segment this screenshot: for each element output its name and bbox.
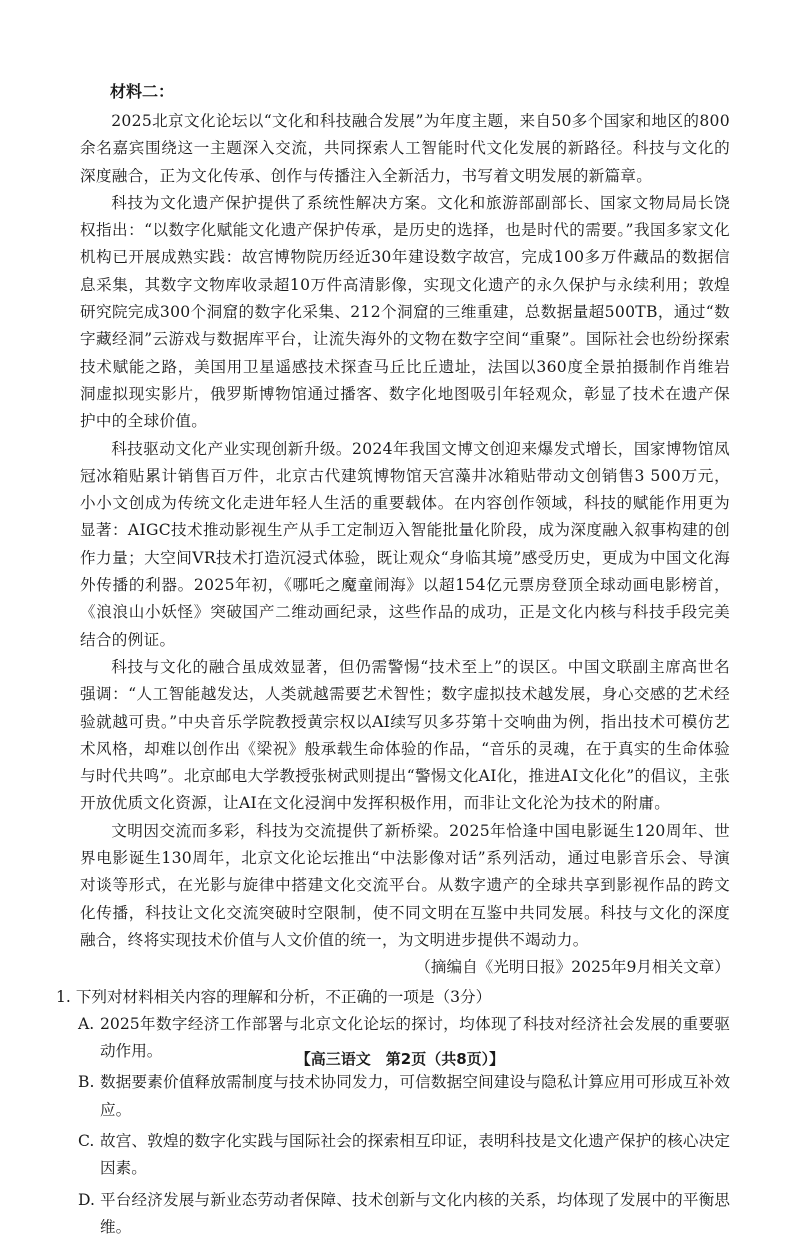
option-b[interactable]: [78, 1069, 730, 1124]
source-citation: （摘编自《光明日报》2025年9月相关文章）: [415, 958, 730, 977]
option-d-text: 平台经济发展与新业态劳动者保障、技术创新与文化内核的关系，均体现了发展中的平衡思维。: [100, 1190, 730, 1236]
paragraph-1: 2025北京文化论坛以“文化和科技融合发展”为年度主题，来自50多个国家和地区的800余名嘉宾围绕这一主题深入交流，共同探索人工智能时代文化发展的新路径。科技与文化的深度融合，正为文化传承、创作与传播注入全新活力，书写着文明发展的新篇章。: [80, 112, 730, 185]
option-c[interactable]: [78, 1128, 730, 1183]
option-c-letter: C.: [78, 1131, 95, 1150]
paragraph-5: 文明因交流而多彩，科技为交流提供了新桥梁。2025年恰逢中国电影诞生120周年、世界电影诞生130周年，北京文化论坛推出“中法影像对话”系列活动，通过电影音乐会、导演对谈等形式，在光影与旋律中搭建文化交流平台。从数字遗产的全球共享到影视作品的跨文化传播，科技让文化交流突破时空限制，使不同文明在互鉴中共同发展。科技与文化的深度融合，终将实现技术价值与人文价值的统一，为文明进步提供不竭动力。: [80, 821, 730, 949]
option-d-letter: D.: [78, 1190, 95, 1209]
option-b-text: 数据要素价值释放需制度与技术协同发力，可信数据空间建设与隐私计算应用可形成互补效应。: [100, 1073, 730, 1119]
paragraph-3: 科技驱动文化产业实现创新升级。2024年我国文博文创迎来爆发式增长，国家博物馆凤冠冰箱贴累计销售百万件，北京古代建筑博物馆天宫藻井冰箱贴带动文创销售3 500万元，小小文创成为传统文化走进年轻人生活的重要载体。在内容创作领域，科技的赋能作用更为显著：AIGC技术推动影视生产从手工定制迈入智能批量化阶段，成为深度融入叙事构建的创作力量；大空间VR技术打造沉浸式体验，既让观众“身临其境”感受历史，更成为中国文化海外传播的利器。2025年初，《哪吒之魔童闹海》以超154亿元票房登顶全球动画电影榜首，《浪浪山小妖怪》突破国产二维动画纪录，这些作品的成功，正是文化内核与科技手段完美结合的例证。: [80, 439, 730, 649]
paragraph-2: 科技为文化遗产保护提供了系统性解决方案。文化和旅游部副部长、国家文物局局长饶权指出：“以数字化赋能文化遗产保护传承，是历史的选择，也是时代的需要。”我国多家文化机构已开展成熟实践：故宫博物院历经近30年建设数字故宫，完成100多万件藏品的数据信息采集，其数字文物库收录超10万件高清影像，实现文化遗产的永久保护与永续利用；敦煌研究院完成300个洞窟的数字化采集、212个洞窟的三维重建，总数据量超500TB，通过“数字藏经洞”云游戏与数据库平台，让流失海外的文物在数字空间“重聚”。国际社会也纷纷探索技术赋能之路，美国用卫星遥感技术探查马丘比丘遗址，法国以360度全景拍摄制作肖维岩洞虚拟现实影片，俄罗斯博物馆通过播客、数字化地图吸引年轻观众，彰显了技术在遗产保护中的全球价值。: [80, 193, 730, 431]
section-heading: 材料二：: [110, 82, 175, 101]
option-d[interactable]: [78, 1187, 730, 1241]
option-a-text: 2025年数字经济工作部署与北京文化论坛的探讨，均体现了科技对经济社会发展的重要驱动作用。: [100, 1014, 730, 1061]
option-b-letter: B.: [78, 1073, 95, 1092]
paragraph-4: 科技与文化的融合虽成效显著，但仍需警惕“技术至上”的误区。中国文联副主席高世名强调：“人工智能越发达，人类就越需要艺术智性；数字虚拟技术越发展，身心交感的艺术经验就越可贵。”中央音乐学院教授黄宗权以AI续写贝多芬第十交响曲为例，指出技术可模仿艺术风格，却难以创作出《梁祝》般承载生命体验的作品，“音乐的灵魂，在于真实的生命体验与时代共鸣”。北京邮电大学教授张树武则提出“警惕文化AI化，推进AI文化化”的倡议，主张开放优质文化资源，让AI在文化浸润中发挥积极作用，而非让文化沦为技术的附庸。: [80, 657, 730, 813]
option-c-text: 故宫、敦煌的数字化实践与国际社会的探索相互印证，表明科技是文化遗产保护的核心决定因素。: [100, 1131, 730, 1178]
page-footer: 【高三语文 第2页（共8页）】: [295, 1050, 505, 1068]
question-stem: 1. 下列对材料相关内容的理解和分析，不正确的一项是（3分）: [56, 987, 492, 1006]
option-a-letter: A.: [78, 1014, 95, 1033]
